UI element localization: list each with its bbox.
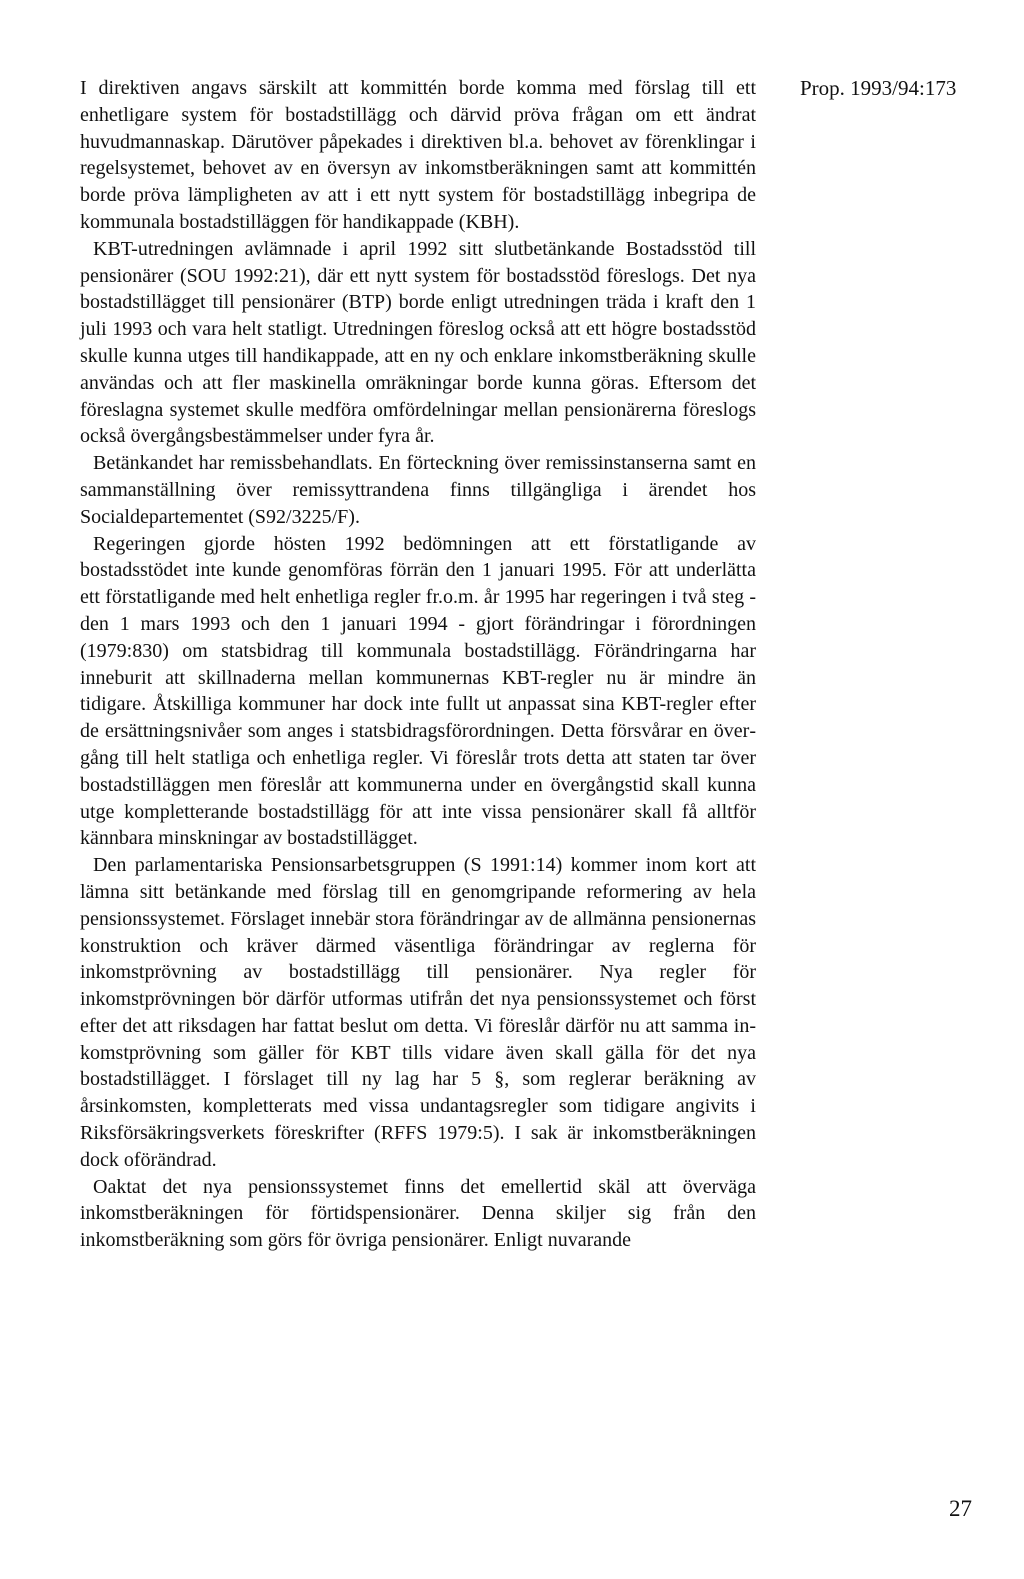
page-number: 27 — [949, 1496, 972, 1521]
paragraph-kbt-report: KBT-utredningen avlämnade i april 1992 sitt slutbetänkande Bostadsstöd till pensionärer (SOU 1992:21), där ett nytt system för bostadsstöd föreslogs. Det nya bostadstillägget till pensionärer (BTP) borde enligt utredningen träda i kraft den 1 juli 1993 och vara helt statligt. Utredningen föreslog också att ett högre bostadsstöd skulle kunna utges till handikappade, att en ny och enklare inkomstberäkning skulle användas och att fler maskinella omräkningar borde kunna göras. Eftersom det föreslagna systemet skulle medföra omfördelningar mellan pensionärerna föreslogs också övergångsbestämmelser under fyra år. — [80, 237, 756, 448]
proposition-reference: Prop. 1993/94:173 — [800, 76, 957, 100]
paragraph-government: Regeringen gjorde hösten 1992 bedömningen att ett förstatligande av bostadsstödet inte kunde genomföras förrän den 1 januari 1995. För att underlätta ett förstatligande med helt enhetliga regler fr.o.m. år 1995 har regeringen i två steg - den 1 mars 1993 och den 1 januari 1994 - gjort förändringar i förordningen (1979:830) om statsbidrag till kommunala bostadstillägg. Förändringarna har inneburit att skillnaderna mellan kommunernas KBT-regler nu är mindre än tidigare. Åtskilliga kommuner har dock inte fullt ut anpassat sina KBT-regler efter de ersättningsnivåer som anges i statsbidragsförordningen. Detta försvårar en övergång till helt statliga och enhetliga regler. Vi föreslår trots detta att staten tar över bostadstilläggen men föreslår att kommunerna under en övergångstid skall kunna utge kompletterande bostadstillägg för att inte vissa pensionärer skall få alltför kännbara minskningar av bostadstillägget. — [80, 532, 756, 850]
paragraph-pension-group: Den parlamentariska Pensionsarbetsgruppen (S 1991:14) kommer inom kort att lämna sitt betänkande med förslag till en genomgripande reformering av hela pensionssystemet. Förslaget innebär stora förändringar av de allmänna pensionernas konstruktion och kräver därmed väsentliga förändringar av reglerna för inkomstprövning av bostadstillägg till pensionärer. Nya regler för inkomstprövningen bör därför utformas utifrån det nya pensionssystemet och först efter det att riksdagen har fattat beslut om detta. Vi föreslår därför nu att samma inkomstprövning som gäller för KBT tills vidare även skall gälla för det nya bostadstillägget. I förslaget till ny lag har 5 §, som reglerar beräkning av årsinkomsten, kompletterats med vissa undantagsregler som tidigare angivits i Riksförsäkringsverkets föreskrifter (RFFS 1979:5). I sak är inkomstberäkningen dock oförändrad. — [80, 854, 756, 1171]
paragraph-directives: I direktiven angavs särskilt att kommittén borde komma med förslag till ett enhetligare system för bostadstillägg och därvid pröva frågan om ett ändrat huvudmannaskap. Därutöver påpekades i direktiven bl.a. behovet av förenklingar i regelsystemet, behovet av en översyn av inkomstberäkningen samt att kommittén borde pröva lämpligheten av att i ett nytt system för bostadstillägg inbegripa de kommunala bostadstilläggen för handikappade (KBH). — [80, 77, 756, 233]
paragraph-referral: Betänkandet har remissbehandlats. En förteckning över remissinstanserna samt en sammanställning över remissyttrandena finns tillgängliga i ärendet hos Socialdepartementet (S92/3225/F). — [80, 452, 756, 528]
body-text — [80, 75, 756, 1254]
paragraph-disability-pensioners: Oaktat det nya pensionssystemet finns det emellertid skäl att överväga inkomstberäkningen för förtidspensionärer. Denna skiljer sig från den inkomstberäkning som görs för övriga pensionärer. Enligt nuvarande — [80, 1175, 756, 1252]
